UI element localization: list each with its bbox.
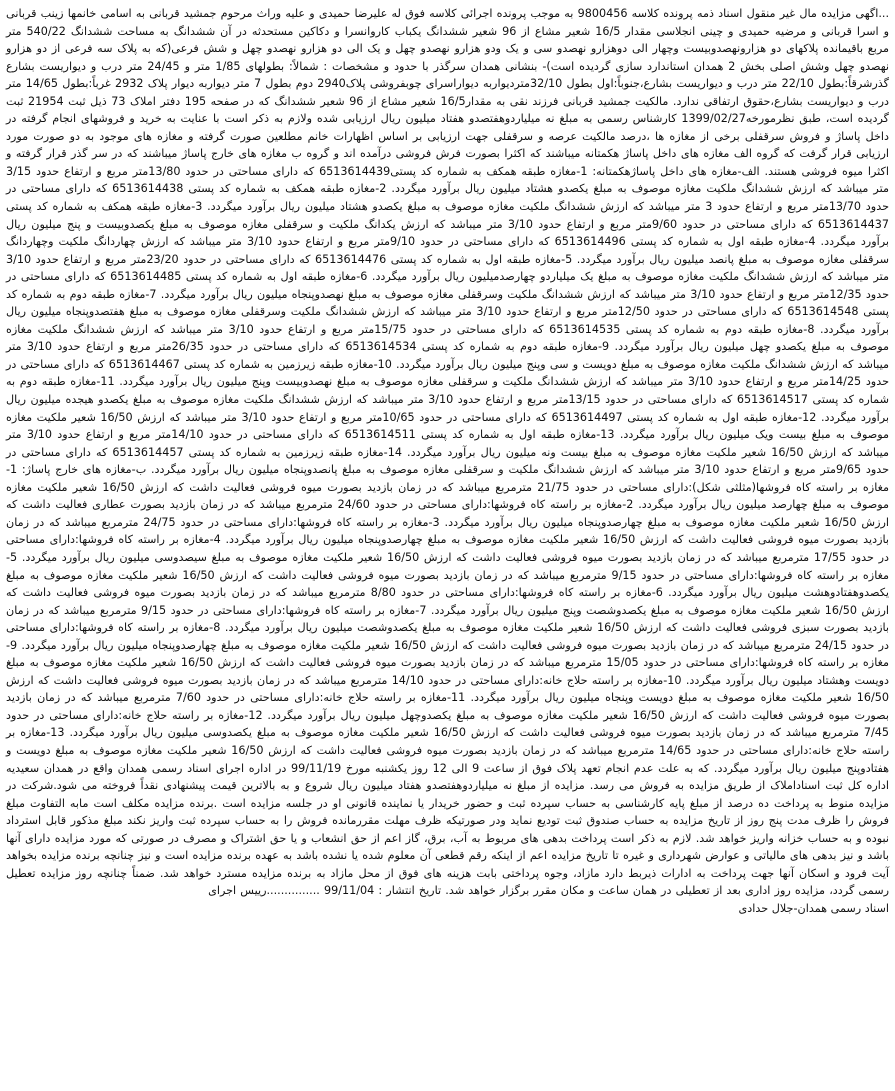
auction-notice-body: ...اگهی مزایده مال غیر منقول اسناد ذمه پرونده کلاسه 9800456 به موجب پرونده اجرائی کلاسه فوق له علیرضا حمیدی و علیه وراث مرحوم جمشید قربانی به اسامی خانمها زینب قربانی و اسرا قربانی و مرضیه حمیدی و چینی انجلاسی مقدار 16/5 شعیر مشاع از 96 شعیر ششدانگ یکباب کاروانسرا و دکاکین مستحدثه در آن ششدانگ به مساحت ششدانگ 540/22 متر مربع باقیمانده پلاکهای دو هزارونهصدوبیست وچهار الی دوهزارو نهصدو سی و یک ودو هزارو نهصدو چهل و یک الی دو هزارو نهصدو چهل و شش فرعی(که به پلاک سه فرعی از دو هزارو نهصدو چهل وشش اصلی بخش 2 همدان استاندارد سازی گردیده است)- بنشانی همدان سرگذر با حدود و مشخصات : شمالاً: بطولهای 1/85 متر و 24/45 متر درب و دیواریست بشارع گذرشرقاً:بطول 22/10 متر درب و دیواریست بشارع،جنوباً:اول بطول 32/10مترديواربه ديواراسرای چوبفروشی پلاک2940 دوم بطول 7 متر دیواربه دیوار پلاک 2932 غرباً:بطول 14/65 متر درب و دیواریست بشارع،حقوق ارتفاقی ندارد. مالکیت جمشید قربانی فرزند نقی به مقدار16/5 شعیر مشاع از 96 شعیر ششدانگ که در صفحه 195 دفتر املاک 73 ذیل ثبت 21954 ثبت گردیده است، طبق نظرمورخه1399/02/27 کارشناس رسمی به مبلغ نه میلیاردوهفتصدو هفتاد میلیون ریال ارزیابی شده ولازم به ذکر است با عنایت به خرید و فروشهای انجام گرفته در داخل پاساژ و فروش سرقفلی برخی از مغازه ها ،درصد مالکیت عرصه و سرقفلی جهت ارزیابی بر اساس اظهارات خانم مطلعین صورت گرفته و مغازه های موجود به دو صورت مورد ارزیابی قرار گرفت که گروه الف مغازه های داخل پاساژ هکمتانه میباشند که اکثرا بصورت فرش فروشی درآمده اند و گروه ب مغازه های خارج پاساژ میباشند که در سر گذر قرار گرفته و اکثرا میوه فروشی هستند. الف-مغازه های داخل پاساژهکمتانه: 1-مغازه طبقه همکف به شماره کد پستی6513614439 که دارای مساحتی در حدود 13/80متر مربع و ارتفاع حدود 3/15 متر میباشد که ارزش ششدانگ ملکیت مغازه موصوف به مبلغ یکصدو هشتاد میلیون ریال برآورد میگردد. 2-مغازه طبقه همکف به شماره کد پستی 6513614438 که دارای مساحتی در حدود 13/70متر مربع و ارتفاع حدود 3 متر میباشد که ارزش ششدانگ ملکیت مغازه موصوف به مبلغ یکصدو هشتاد میلیون ریال برآورد میگردد. 3-مغازه طبقه همکف به شماره کد پستی 6513614437 که دارای مساحتی در حدود 9/60متر مربع و ارتفاع حدود 3/10 متر میباشد که ارزش یکدانگ ملکیت و سرقفلی مغازه موصوف به مبلغ یکصدوبیست و پنج میلیون ریال برآورد میگردد. 4-مغازه طبقه اول به شماره کد پستی 6513614496 که دارای مساحتی در حدود 9/10متر مربع و ارتفاع حدود 3/10 متر میباشد که ارزش چهاردانگ ملکیت وچهاردانگ سرقفلی مغازه موصوف به مبلغ پانصد میلیون ریال برآورد میگردد. 5-مغازه طبقه اول به شماره کد پستی 6513614476 که دارای مساحتی در حدود 23/20متر مربع و ارتفاع حدود 3/10 متر میباشد که ارزش ششدانگ ملکیت مغازه موصوف به مبلغ یک میلیاردو چهارصدمیلیون ریال برآورد میگردد. 6-مغازه طبقه اول به شماره کد پستی 6513614485 که دارای مساحتی در حدود 12/35متر مربع و ارتفاع حدود 3/10 متر میباشد که ارزش ششدانگ ملکیت وسرقفلی مغازه موصوف به مبلغ نهصدوپنجاه میلیون ریال برآورد میگردد. 7-مغازه طبقه دوم به شماره کد پستی 6513614548 که دارای مساحتی در حدود 12/50متر مربع و ارتفاع حدود 3/10 متر میباشد که ارزش ششدانگ ملکیت وسرقفلی مغازه موصوف به مبلغ هفتصدوپنجاه میلیون ریال برآورد میگردد. 8-مغازه طبقه دوم به شماره کد پستی 6513614535 که دارای مساحتی در حدود 15/75متر مربع و ارتفاع حدود 3/10 متر میباشد که ارزش ششدانگ ملکیت مغازه موصوف به مبلغ یکصدو چهل میلیون ریال برآورد میگردد. 9-مغازه طبقه دوم به شماره کد پستی 6513614534 که دارای مساحتی در حدود 26/35متر مربع و ارتفاع حدود 3/10 متر میباشد که ارزش ششدانگ ملکیت مغازه موصوف به مبلغ دویست و سی وپنج میلیون ریال برآورد میگردد. 10-مغازه طبقه زیرزمین به شماره کد پستی 6513614467 که دارای مساحتی در حدود 14/25متر مربع و ارتفاع حدود 3/10 متر میباشد که ارزش ششدانگ ملکیت و سرقفلی مغازه موصوف به مبلغ نهصدوبیست وپنج میلیون ریال برآورد میگردد. 11-مغازه طبقه دوم به شماره کد پستی 6513614517 که دارای مساحتی در حدود 13/15متر مربع و ارتفاع حدود 3/10 متر میباشد که ارزش ششدانگ ملکیت مغازه موصوف به مبلغ یکصدو هیجده میلیون ریال برآورد میگردد. 12-مغازه طبقه اول به شماره کد پستی 6513614497 که دارای مساحتی در حدود 10/65متر مربع و ارتفاع حدود 3/10 متر میباشد که ارزش 16/50 شعیر ملکیت مغازه موصوف به مبلغ بیست ویک میلیون ریال برآورد میگردد. 13-مغازه طبقه اول به شماره کد پستی 6513614511 که دارای مساحتی در حدود 14/10متر مربع و ارتفاع حدود 3/10 متر میباشد که ارزش 16/50 شعیر ملکیت مغازه موصوف به مبلغ بیست ونه میلیون ریال برآورد میگردد. 14-مغازه طبقه زیرزمین به شماره کد پستی 6513614457 که دارای مساحتی در حدود 9/65متر مربع و ارتفاع حدود 3/10 متر میباشد که ارزش ششدانگ ملکیت و سرقفلی مغازه موصوف به مبلغ پانصدوپنجاه میلیون ریال برآورد میگردد. ب-مغازه های خارج پاساژ: 1-مغازه بر راسته کاه فروشها(مثلثی شکل):دارای مساحتی در حدود 21/75 مترمربع میباشد که در زمان بازدید بصورت میوه فروشی فعالیت داشت که ارزش 16/50 شعیر ملکیت مغازه موصوف به مبلغ چهارصد میلیون ریال برآورد میگردد. 2-مغازه بر راسته کاه فروشها:دارای مساحتی در حدود 24/60 مترمربع میباشد که در زمان بازدید بصورت عطاری فعالیت داشت که ارزش 16/50 شعیر ملکیت مغازه موصوف به مبلغ چهارصدوپنجاه میلیون ریال برآورد میگردد. 3-مغازه بر راسته کاه فروشها:دارای مساحتی در حدود 24/75 مترمربع میباشد که در زمان بازدید بصورت میوه فروشی فعالیت داشت که ارزش 16/50 شعیر ملکیت مغازه موصوف به مبلغ چهارصدوپنجاه میلیون ریال برآورد میگردد. 4-مغازه بر راسته کاه فروشها:دارای مساحتی در حدود 17/55 مترمربع میباشد که در زمان بازدید بصورت میوه فروشی فعالیت داشت که ارزش 16/50 شعیر ملکیت مغازه موصوف به مبلغ سیصدوسی میلیون ریال برآورد میگردد. 5-مغازه بر راسته کاه فروشها:دارای مساحتی در حدود 9/15 مترمربع میباشد که در زمان بازدید بصورت میوه فروشی فعالیت داشت که ارزش 16/50 شعیر ملکیت مغازه موصوف به مبلغ یکصدوهفتادوهشت میلیون ریال برآورد میگردد. 6-مغازه بر راسته کاه فروشها:دارای مساحتی در حدود 8/80 مترمربع میباشد که در زمان بازدید بصورت میوه فروشی فعالیت داشت که ارزش 16/50 شعیر ملکیت مغازه موصوف به مبلغ یکصدوشصت وپنج میلیون ریال برآورد میگردد. 7-مغازه بر راسته کاه فروشها:دارای مساحتی در حدود 9/15 مترمربع میباشد که در زمان بازدید بصورت سبزی فروشی فعالیت داشت که ارزش 16/50 شعیر ملکیت مغازه موصوف به مبلغ یکصدوشصت میلیون ریال برآورد میگردد. 8-مغازه بر راسته کاه فروشها:دارای مساحتی در حدود 24/15 مترمربع میباشد که در زمان بازدید بصورت میوه فروشی فعالیت داشت که ارزش 16/50 شعیر ملکیت مغازه موصوف به مبلغ چهارصدوپنجاه میلیون ریال برآورد میگردد. 9-مغازه بر راسته کاه فروشها:دارای مساحتی در حدود 15/05 مترمربع میباشد که در زمان بازدید بصورت میوه فروشی فعالیت داشت که ارزش 16/50 شعیر ملکیت مغازه موصوف به مبلغ دویست وهشتاد میلیون ریال برآورد میگردد. 10-مغازه بر راسته حلاج خانه:دارای مساحتی در حدود 14/10 مترمربع میباشد که در زمان بازدید بصورت میوه فروشی فعالیت داشت که ارزش 16/50 شعیر ملکیت مغازه موصوف به مبلغ دویست وپنجاه میلیون ریال برآورد میگردد. 11-مغازه بر راسته حلاج خانه:دارای مساحتی در حدود 7/60 مترمربع میباشد که در زمان بازدید بصورت میوه فروشی فعالیت داشت که ارزش 16/50 شعیر ملکیت مغازه موصوف به مبلغ یکصدوچهل میلیون ریال برآورد میگردد. 12-مغازه بر راسته حلاج خانه:دارای مساحتی در حدود 7/45 مترمربع میباشد که در زمان بازدید بصورت میوه فروشی فعالیت داشت که ارزش 16/50 شعیر ملکیت مغازه موصوف به مبلغ یکصدوسی میلیون ریال برآورد میگردد. 13-مغازه بر راسته حلاج خانه:دارای مساحتی در حدود 14/65 مترمربع میباشد که در زمان بازدید بصورت میوه فروشی فعالیت داشت که ارزش 16/50 شعیر ملکیت مغازه موصوف به مبلغ دویست و هفتادوپنج میلیون ریال برآورد میگردد. که به علت عدم انجام تعهد پلاک فوق از ساعت 9 الی 12 روز یکشنبه مورخ 99/11/19 در اداره اجرای اسناد رسمی همدان واقع در همدان سعیدیه اداره کل ثبت اسناداملاک از طریق مزایده به فروش می رسد. مزایده از مبلغ نه میلیاردوهفتصدو هفتاد میلیون ریال شروع و به بالاترین قیمت پیشنهادی نقداً فروخته می شود.شرکت در مزایده منوط به پرداخت ده درصد از مبلغ پایه کارشناسی به حساب سپرده ثبت و حضور خریدار یا نماینده قانونی او در جلسه مزایده است .برنده مزایده مکلف است مابه التفاوت مبلغ فروش را ظرف مدت پنج روز از تاریخ مزایده به حساب صندوق ثبت تودیع نماید ودر صورتیکه ظرف مهلت مقررمانده فروش را به حساب سپرده ثبت واریز نکند مبلغ مذکور قابل استرداد نبوده و به حساب خزانه واریز خواهد شد. لازم به ذکر است پرداخت بدهی های مربوط به آب، برق، گاز اعم از حق انشعاب و یا حق اشتراک و مصرف در صورتی که مورد مزایده دارای آنها باشد و نیز بدهی های مالیاتی و عوارض شهرداری و غیره تا تاریخ مزایده اعم از اینکه رقم قطعی آن معلوم شده یا نشده باشد به عهده برنده مزایده است و نیز چنانچه برنده مزایده بخواهد آیت فرود و اسکان آنها جهت پرداخت به ادارات ذیربط دارد مازاد، وجوه پرداختی بابت هزینه های فوق از محل مازاد به برنده مزایده مسترد خواهد شد. ضمناً چنانچه روز مزایده تعطیل رسمی گردد، مزایده روز اداری بعد از تعطیلی در همان ساعت و مکان مقرر برگزار خواهد شد. تاریخ انتشار : 99/11/04 ...............رییس اجرای xyxy=(6,7,890,898)
notice-signature: اسناد رسمی همدان-جلال حدادی xyxy=(738,901,889,915)
